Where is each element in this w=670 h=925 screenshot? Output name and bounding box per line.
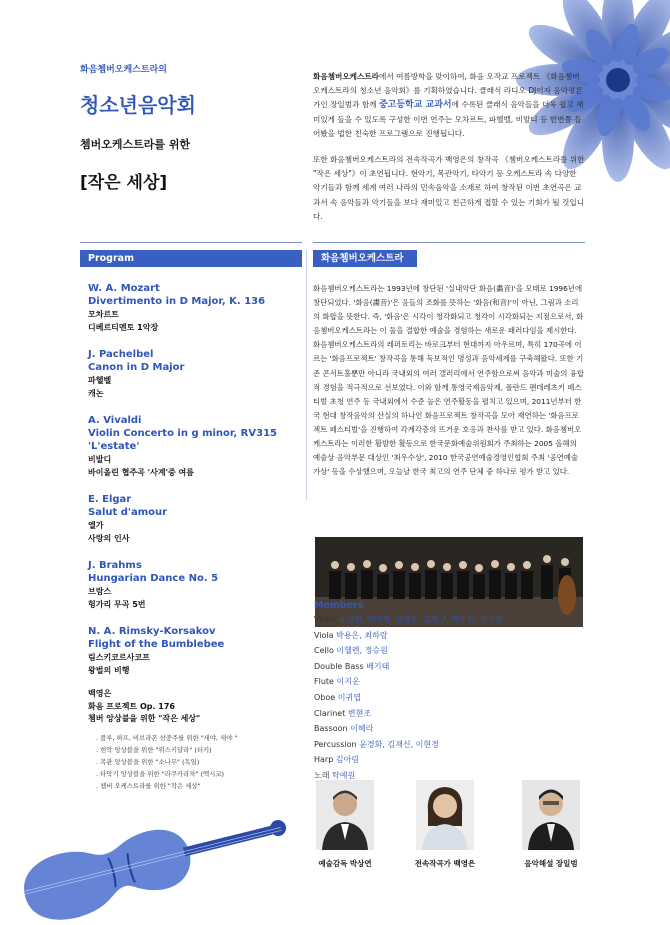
composer-ko: 브람스: [88, 587, 112, 596]
work: Salut d'amour: [88, 507, 168, 518]
concert-subtitle: 쳄버오케스트라를 위한: [80, 138, 191, 151]
members-title: Members: [314, 600, 364, 611]
movement-item: . 플루, 하프, 비브라폰 삼중주를 위한 "새야, 새야 ": [96, 733, 238, 742]
intro-text: [313, 70, 585, 236]
work: Violin Concerto in g minor, RV315 'L'estate': [88, 428, 277, 452]
intro-p1-part-b: 에 수록된 클래식 음악들을 더욱 쉽고 재미있게 들을 수 있도록 구성한 이번 연주는 모차르트, 파헬벨, 비발디 등 한번쯤 들어봤을 법한 친숙한 프로그램으로 진행됩니다.: [313, 100, 584, 138]
instrument: Cello: [314, 646, 334, 656]
work-ko: 왕벌의 비행: [88, 666, 130, 675]
composer: A. Vivaldi: [88, 415, 142, 426]
movement-item: . 현악 앙상블을 위한 "위스키달라" (터키): [96, 745, 212, 754]
about-section-bar: 화음쳄버오케스트라: [313, 250, 417, 267]
members-list: [314, 599, 584, 784]
member-names: 유성민, 박미희, 김정은, 김범구, 백수련, 박지현: [338, 615, 504, 624]
program-item: [88, 625, 303, 677]
person-card: [405, 780, 485, 869]
premiere-composer: 백영은: [88, 689, 112, 698]
instrument: Oboe: [314, 692, 336, 702]
program-section-bar: Program: [80, 250, 302, 267]
person-caption: 예술감독 박상연: [318, 859, 372, 868]
work-title: [작은 세상]: [80, 173, 168, 193]
composer: J. Pachelbel: [88, 349, 154, 360]
composer-ko: 비발디: [88, 455, 112, 464]
instrument: Clarinet: [314, 708, 346, 718]
violin-illustration: [0, 770, 300, 925]
composer-ko: 모차르트: [88, 310, 119, 319]
work: Divertimento in D Major, K. 136: [88, 296, 266, 307]
about-paragraph-1: 화음쳄버오케스트라는 1993년에 창단된 '실내악단 화음(畵音)'을 모태로 1996년에 창단되었다. '화음(畵音)'은 음들의 조화를 뜻하는 '화음(和音)'이 아닌, 그림과 소리의 화합을 뜻한다. 즉, '화음'은 시각이 청각화되고 청각이 시각화되는 지점으로서, 화음쳄버오케스트라는 이 둘을 결합한 예술을 경험하는 새로운 패러다임을 제시한다.: [313, 284, 584, 336]
work-ko: 헝가리 무곡 5번: [88, 600, 146, 609]
work: Flight of the Bumblebee: [88, 639, 225, 650]
member-row: [314, 659, 584, 675]
program-item: [88, 348, 303, 400]
movement-item: . 타악기 앙상블을 위한 "라쿠카라차" (멕시코): [96, 769, 224, 778]
member-names: 윤경화, 김재신, 이현경: [359, 739, 439, 749]
intro-p1-part-a: 에서 여름방학을 맞이하여, 화음 오작교 프로젝트 《화음쳄버오케스트라의 청소년 음악회》를 기획하였습니다. 클래식 라디오 DJ이자 음악평론가인 장일범과 함께: [313, 72, 583, 110]
work-ko: 사랑의 인사: [88, 534, 130, 543]
about-text: [313, 282, 585, 479]
member-row: [314, 628, 584, 644]
work: Canon in D Major: [88, 362, 185, 373]
instrument: Violin: [314, 615, 336, 624]
portrait-photo: [522, 780, 580, 850]
member-names: 탁예원: [332, 770, 356, 780]
member-row: [314, 674, 584, 690]
concert-header: [80, 62, 280, 193]
work-ko: 캐논: [88, 389, 104, 398]
member-row: [314, 643, 584, 659]
instrument: Harp: [314, 755, 334, 765]
member-row: [314, 690, 584, 706]
instrument: Bassoon: [314, 724, 348, 734]
person-card: [305, 780, 385, 869]
column-divider: [306, 250, 307, 500]
member-row: [314, 721, 584, 737]
member-row: [314, 752, 584, 768]
member-names: 이지운: [336, 677, 360, 687]
premiere-line-2: 쳄버 앙상블을 위한 "작은 세상": [88, 714, 201, 723]
program-item: [88, 493, 303, 545]
instrument: Double Bass: [314, 661, 364, 671]
concert-title: 청소년음악회: [80, 93, 196, 117]
composer: E. Elgar: [88, 494, 132, 505]
movement-item: . 쳄버 오케스트라를 위한 "작은 세상": [96, 781, 201, 790]
member-row: [314, 706, 584, 722]
member-names: 변현조: [347, 708, 372, 718]
composer-ko: 림스키코르사코프: [88, 653, 150, 662]
member-names: 이귀엽: [337, 692, 361, 702]
divider-left: [80, 242, 302, 243]
member-names: 배기태: [366, 661, 390, 671]
person-card: [511, 780, 591, 869]
program-item: [88, 414, 303, 479]
instrument: Percussion: [314, 739, 357, 749]
portrait-photo: [316, 780, 374, 850]
work-ko: 바이올린 협주곡 '사계'중 여름: [88, 468, 194, 477]
about-paragraph-2: 화음쳄버오케스트라의 레퍼토리는 바로크부터 현대까지 아우르며, 특히 170곡에 이르는 '화음프로젝트' 창작곡을 통해 독보적인 명성과 음악세계를 구축해왔다. 또한 기존 콘서트홀뿐만 아니라 국내외의 여러 갤러리에서 연주함으로써 음악과 미술의 융합적 경험을 적극적으로 선보였다. 이와 함께 통영국제음악제, 폴란드 펜데레츠키 페스티벌 초청 연주 등 국내외에서 수준 높은 연주활동을 펼치고 있으며, 2011년부터 한국 현대 창작음악의 산실의 하나인 화음프로젝트 창작곡을 모아 재연하는 '화음프로젝트 페스티벌'을 진행하여 각계각층의 뜨거운 호응과 찬사를 받고 있다. 화음쳄버오케스트라는 이러한 활발한 활동으로 한국문화예술위원회가 주최하는 2005 올해의 예술상 음악부문 대상인 '최우수상', 2010 한국공연예술경영인협회 주최 '공연예술가상' 등을 수상했으며, 오늘날 한국 최고의 연주 단체 중 하나로 평가 받고 있다.: [313, 340, 585, 477]
composer-ko: 엘가: [88, 521, 104, 530]
instrument: Flute: [314, 677, 334, 687]
program-item: [88, 282, 303, 334]
member-names: 김아림: [335, 755, 360, 765]
program-list: [88, 282, 303, 691]
member-row: [314, 612, 584, 628]
composer-ko: 파헬벨: [88, 376, 112, 385]
composer: N. A. Rimsky-Korsakov: [88, 626, 216, 637]
intro-paragraph-2: 또한 화음쳄버오케스트라의 전속작곡가 백영은의 창작곡 《쳄버오케스트라를 위한 "작은 세상"》이 초연됩니다. 현악기, 목관악기, 타악기 등 오케스트라 속 다양한 악기들과 함께 세계 여러 나라의 민속음악을 소재로 하여 창작된 이번 초연곡은 교과서 속 음악들과 악기들을 보다 재미있고 친근하게 접할 수 있는 기회가 될 것입니다.: [313, 155, 585, 221]
premiere-line-1: 화음 프로젝트 Op. 176: [88, 701, 175, 711]
composer: J. Brahms: [88, 560, 142, 571]
movement-item: . 목관 앙상블을 위한 "소나무" (독일): [96, 757, 200, 766]
instrument: Viola: [314, 630, 334, 640]
presenter-text: 화음쳄버오케스트라의: [80, 65, 167, 75]
program-item: [88, 559, 303, 611]
instrument: 노래: [314, 770, 330, 780]
divider-right: [313, 242, 585, 243]
work-ko: 디베르티멘토 1악장: [88, 323, 159, 332]
intro-lead: 화음쳄버오케스트라: [313, 72, 380, 81]
intro-paragraph-1: [313, 70, 585, 141]
member-names: 이헬렌, 정승원: [336, 646, 388, 656]
textbook-highlight: 중고등학교 교과서: [378, 100, 452, 111]
person-caption: 전속작곡가 백영은: [414, 859, 476, 868]
member-names: 이혜라: [350, 724, 374, 734]
work: Hungarian Dance No. 5: [88, 573, 219, 584]
composer: W. A. Mozart: [88, 283, 160, 294]
member-names: 박용은, 최하람: [336, 630, 388, 640]
portrait-photo: [416, 780, 474, 850]
person-caption: 음악해설 장일범: [524, 859, 578, 868]
member-row: [314, 737, 584, 753]
